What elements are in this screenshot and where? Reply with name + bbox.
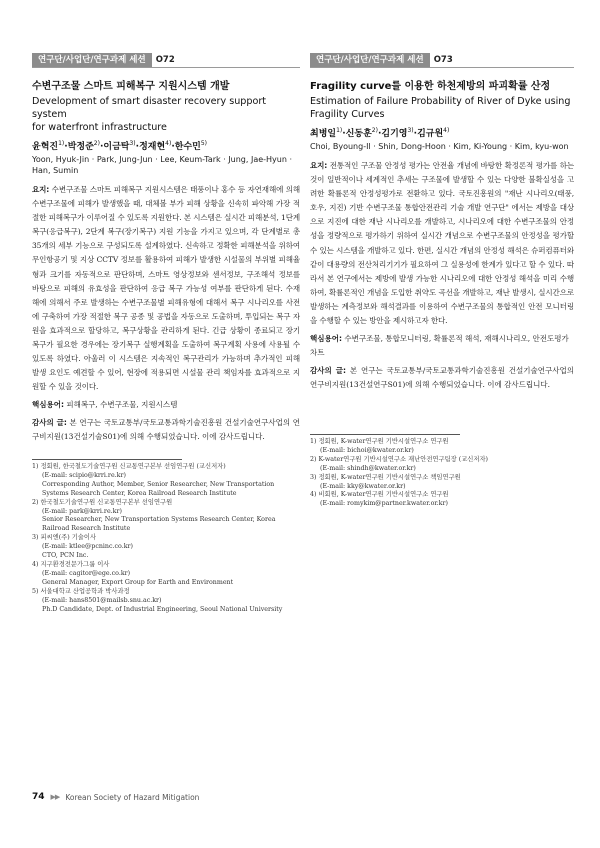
acknowledgement (310, 364, 574, 392)
acknowledgement-text: 본 연구는 국토교통부/국토교통과학기술진흥원 건설기술연구사업의 연구비지원(13건설연구S01)에 의해 수행되었습니다. 이에 감사드립니다. (310, 366, 574, 390)
abstract-label: 요지: (310, 161, 328, 170)
abstract-column-right (310, 53, 574, 392)
author-name: 신동훈 (345, 129, 372, 139)
footnote-line: 5) 서울대학교 산업공학과 박사과정 (32, 587, 130, 595)
title-english-line: Fragility Curves (310, 109, 385, 120)
footnote-line: (E-mail: bichoi@kwater.or.kr) (320, 446, 414, 454)
abstract-column-left (32, 53, 300, 444)
authors-english: Choi, Byoung-Il · Shin, Dong-Hoon · Kim, Ki-Young · Kim, kyu-won (310, 142, 569, 151)
footnote-line: (E-mail: romykim@partner.kwater.or.kr) (320, 500, 448, 508)
footnote (32, 588, 300, 615)
session-label: 연구단/사업단/연구과제 세션 (32, 53, 152, 67)
acknowledgement-text: 본 연구는 국토교통부/국토교통과학기술진흥원 건설기술연구사업의 연구비지원(13건설기술S01)에 의해 수행되었습니다. 이에 감사드립니다. (32, 418, 300, 442)
author-name: 정재현 (139, 142, 166, 152)
title-english-line: Estimation of Failure Probability of River of Dyke using (310, 96, 571, 107)
page-footer (32, 792, 199, 802)
author-name: 박정준 (67, 142, 94, 152)
footnote-line: 4) 비회원, K-water연구원 기반시설연구소 연구원 (310, 491, 449, 499)
author-affiliation-mark: 1) (336, 127, 343, 134)
footnote-line: CTO, PCN Inc. (42, 552, 89, 560)
authors-korean: 윤혁진$^{1)}$·박정준$^{2)}$·이금탁$^{3)}$·정재현$^{4)}$·한수민$^{5)}$ (32, 140, 208, 152)
paper-number: O73 (433, 55, 453, 65)
footnote-line: 2) K-water연구원 기반시설연구소 재난안전연구팀장 (교신저자) (310, 455, 488, 463)
author-affiliation-mark: 2) (93, 140, 100, 147)
footnote (32, 463, 300, 499)
abstract-text: 전통적인 구조물 안정성 평가는 안전율 개념에 바탕한 확정론적 평가를 하는 것이 일반적이나 세계적인 추세는 구조물에 발생할 수 있는 다양한 불확실성을 고려한 확률론적 안정성평가로 전환하고 있다. 국토진흥원의 "재난 시나리오(태풍, 호우, 지진) 기반 수변구조물 통합안전관리 기술 개발 연구단" 에서는 제방을 대상으로 지진에 대한 재난 시나리오를 개발하고, 시나리오에 대한 수변구조물의 안정성을 정량적으로 평가하기 위하여 실시간 개념으로 수변구조물의 안정성을 평가할 수 있는 시스템을 개발하고 있다. 한편, 실시간 개념의 안정성 해석은 슈퍼컴퓨터와 같이 대용량의 전산처리기기가 필요하여 그 실용성에 한계가 있다고 할 수 있다. 따라서 본 연구에서는 제방에 발생 가능한 시나리오에 대한 안정성 해석을 미리 수행하여, 확률론적인 개념을 도입한 취약도 곡선을 개발하고, 재난 발생시, 실시간으로 발생하는 계측정보와 해석결과를 이용하여 수변구조물의 통합적인 안전 모니터링을 수행할 수 있는 방안을 제시하고자 한다. (310, 161, 574, 326)
footnote-divider (32, 459, 182, 460)
footnote-line: 3) 정회원, K-water연구원 기반시설연구소 책임연구원 (310, 473, 461, 481)
author-affiliation-mark: 3) (129, 140, 136, 147)
author-name: 김규원 (417, 129, 444, 139)
footnote-line: Corresponding Author, Member, Senior Researcher, New Transportation (42, 480, 275, 488)
footnote-divider (310, 434, 460, 435)
keywords-text: 수변구조물, 통합모니터링, 확률론적 해석, 재해시나리오, 안전도평가차트 (310, 334, 569, 358)
footnote-line: Systems Research Center, Korea Railroad Research Institute (42, 489, 237, 497)
title-english (32, 95, 300, 134)
footnote (310, 438, 574, 456)
footnote (32, 499, 300, 535)
title-english (310, 95, 574, 121)
footnote-line: Ph.D Candidate, Dept. of Industrial Engineering, Seoul National University (42, 605, 283, 613)
keywords (310, 332, 574, 360)
footnote (32, 561, 300, 588)
footnote-line: 4) 지구환경전문가그룹 이사 (32, 560, 110, 568)
session-tag (32, 53, 300, 68)
double-arrow-icon: ▶▶ (50, 793, 60, 801)
keywords-label: 핵심용어: (310, 334, 342, 344)
footnotes-left (32, 460, 300, 614)
footnote (32, 534, 300, 561)
author-affiliation-mark: 1) (58, 140, 65, 147)
author-affiliation-mark: 4) (165, 140, 172, 147)
footnote-line: (E-mail: scipio@krri.re.kr) (42, 471, 126, 479)
acknowledgement-label: 감사의 글: (32, 418, 67, 428)
title-korean: Fragility curve를 이용한 하천제방의 파괴확률 산정 (310, 81, 551, 92)
keywords-label: 핵심용어: (32, 400, 64, 410)
author-affiliation-mark: 3) (407, 127, 414, 134)
title-korean: 수변구조물 스마트 피해복구 지원시스템 개발 (32, 81, 230, 92)
acknowledgement-label: 감사의 글: (310, 366, 347, 376)
author-name: 김기영 (381, 129, 408, 139)
keywords (32, 398, 300, 412)
title-english-line: Development of smart disaster recovery support system (32, 96, 267, 120)
page-number: 74 (32, 792, 45, 802)
author-name: 한수민 (174, 142, 201, 152)
footnote (310, 456, 574, 474)
society-name: Korean Society of Hazard Mitigation (65, 792, 200, 802)
footnote (310, 474, 574, 492)
session-label: 연구단/사업단/연구과제 세션 (310, 53, 430, 67)
abstract-text: 수변구조물 스마트 피해복구 지원시스템은 태풍이나 홍수 등 자연재해에 의해 수변구조물에 피해가 발생했을 때, 대체볼 부가 피해 상황을 신속히 파악해 가장 적절한 피해복구가 이루어질 수 있도록 지원한다. 본 시스템은 실시간 피해분석, 1단계 복구(응급복구), 2단계 복구(장기복구) 지원 기능을 가지고 있으며, 각 단계별로 총 35개의 세부 기능으로 구성되도록 설계하였다. 신속하고 정확한 피해분석을 위하여 무인항공기 및 지상 CCTV 정보를 활용하여 피해가 발생한 시설물의 부위별 피해율 형과 크기를 자동적으로 판단하며, 스마트 영상정보와 센서정보, 구조해석 정보를 바탕으로 피해의 유효성을 판단하여 응급 복구 가능성 여부를 판단하게 된다. 수재해에 의해서 주로 발생하는 수변구조물별 피해유형에 대해서 복구 시나리오를 사전에 구축하여 가장 적절한 복구 공종 및 공법을 자동으로 도출하며, 투입되는 복구 자원을 효과적으로 할당하고, 복구상황을 관리하게 된다. 긴급 상황이 종료되고 장기복구가 필요한 경우에는 장기복구 실행계획을 도출하여 복구계획 사용에 사용될 수 있도록 하였다. 아울러 이 시스템은 지속적인 복구관리가 가능하며 추가적인 피해 발생 요인도 예견할 수 있어, 현장에 적용되면 시설물 관리 책임자를 효과적으로 지원할 수 있을 것이다. (32, 185, 300, 392)
footnote-line: Railroad Research Institute (42, 525, 131, 533)
footnote-line: (E-mail: hans8501@mailsb.snu.ac.kr) (42, 596, 162, 604)
keywords-text: 피해복구, 수변구조물, 지원시스템 (66, 400, 178, 410)
author-affiliation-mark: 5) (200, 140, 208, 147)
footnote-line: (E-mail: shindh@kwater.or.kr) (320, 464, 416, 472)
author-affiliation-mark: 4) (443, 127, 450, 134)
footnote-line: 1) 정회원, K-water연구원 기반시설연구소 연구원 (310, 438, 449, 445)
footnote-line: 2) 한국철도기술연구원 신교통연구본부 선임연구원 (32, 498, 173, 506)
acknowledgement (32, 416, 300, 444)
session-tag (310, 53, 574, 68)
author-name: 윤혁진 (32, 142, 59, 152)
footnote-line: Senior Researcher, New Transportation Systems Research Center, Korea (42, 516, 276, 524)
footnote-line: 1) 정회원, 한국철도기술연구원 신교통연구본부 선임연구원 (교신저자) (32, 463, 226, 470)
footnote-line: (E-mail: ktlee@pcninc.co.kr) (42, 543, 133, 551)
footnote-line: (E-mail: cagitor@ege.co.kr) (42, 569, 131, 577)
paper-number: O72 (155, 55, 175, 65)
footnote-line: (E-mail: kky@kwater.or.kr) (320, 482, 406, 490)
abstract (32, 183, 300, 394)
footnote-line: 3) 피씨엔(주) 기술이사 (32, 534, 97, 542)
authors-english: Yoon, Hyuk-Jin · Park, Jung-Jun · Lee, Keum-Tark · Jung, Jae-Hyun · Han, Sumin (32, 155, 293, 175)
author-name: 최병일 (310, 129, 337, 139)
footnote-line: (E-mail: park@krri.re.kr) (42, 507, 122, 515)
abstract-label: 요지: (32, 185, 50, 194)
footnote-line: General Manager, Export Group for Earth and Environment (42, 578, 234, 586)
author-affiliation-mark: 2) (371, 127, 378, 134)
title-english-line: for waterfront infrastructure (32, 122, 167, 133)
authors-korean: 최병일$^{1)}$·신동훈$^{2)}$·김기영$^{3)}$·김규원$^{4)}$ (310, 127, 450, 139)
footnotes-right (310, 435, 574, 509)
footnote (310, 491, 574, 509)
abstract (310, 159, 574, 328)
author-name: 이금탁 (103, 142, 130, 152)
